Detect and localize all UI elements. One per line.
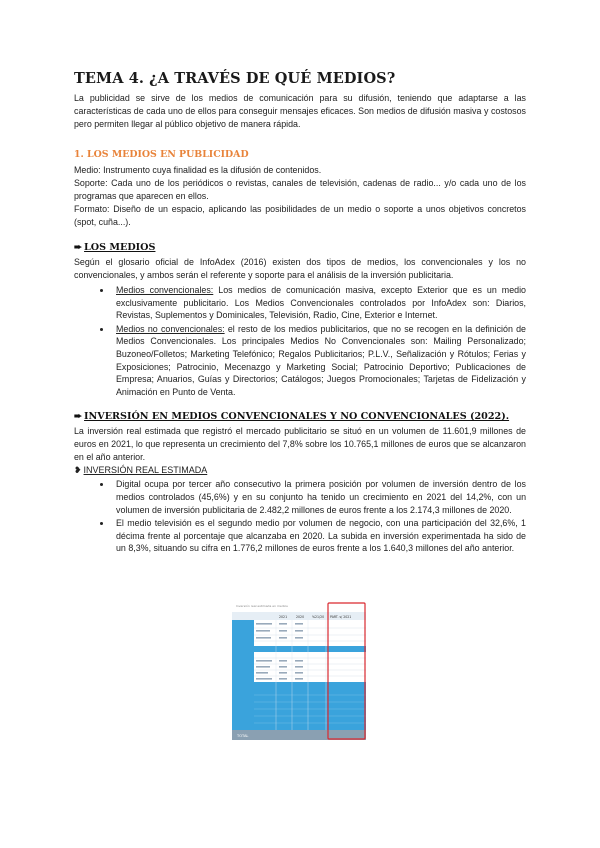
definition-formato: Formato: Diseño de un espacio, aplicando las posibilidades de un medio o soporte a unos objetivos concretos (spot, cuña...). bbox=[74, 204, 526, 227]
category-column bbox=[232, 620, 254, 730]
list-item: • Medios no convencionales: el resto de los medios publicitarios, que no se recogen en la definición de Medios Convencionales. Los principales Medios No Convencionales son: Mailing Personalizado; Buzoneo/Folletos; Marketing Telefónico; Regalos Publicitarios; P.L.V., Señalización y Rótulos; Ferias y Exposiciones; Patrocinio, Mecenazgo y Marketing Social; Patrocinio Deportivo; Publicaciones de Empresa; Anuarios, Guías y Directorios; Catálogos; Juegos Promocionales; Tarjetas de Fidelización y Animación en Punto de Venta. bbox=[112, 323, 526, 399]
arrow-icon: ➨ bbox=[74, 242, 83, 253]
arrow-icon: ➨ bbox=[74, 411, 83, 423]
table-header: 2021 bbox=[279, 615, 288, 619]
heading-los-medios: ➨ LOS MEDIOS bbox=[74, 242, 156, 253]
heading-inversion: ➨ INVERSIÓN EN MEDIOS CONVENCIONALES Y NO CONVENCIONALES (2022). bbox=[74, 411, 510, 423]
table-body bbox=[254, 620, 366, 730]
medios-list bbox=[74, 284, 526, 398]
list-item: • Medios convencionales: Los medios de comunicación masiva, excepto Exterior que es un medio exclusivamente publicitario. Los Medios Convencionales controlados por InfoAdex son: Diarios, Revistas, Suplementos y Dominicales, Televisión, Radio, Cine, Exterior e Internet. bbox=[112, 284, 526, 322]
heart-arrow-icon: ❥ bbox=[74, 465, 82, 476]
table-header: %21/20 bbox=[312, 615, 325, 619]
table-header: PART. s/ 2021 bbox=[330, 615, 352, 619]
intro-paragraph: La publicidad se sirve de los medios de comunicación para su difusión, teniendo que adaptarse a las características de cada uno de ellos para conseguir mensajes eficaces. Son medios de difusión masiva y costosos pero permiten llegar al público objetivo de manera rápida. bbox=[74, 93, 526, 129]
list-item: • Digital ocupa por tercer año consecutivo la primera posición por volumen de inversión dentro de los medios controlados (45,6%) y en su conjunto ha tenido un crecimiento en 2021 del 14,2%, con un volumen de inversión publicitaria de 2.482,2 millones de euros frente a los 2.174,3 millones de 2020. bbox=[112, 478, 526, 516]
document-page bbox=[74, 70, 526, 556]
section-heading-medios-publicidad: 1. LOS MEDIOS EN PUBLICIDAD bbox=[74, 149, 249, 160]
medios-intro: Según el glosario oficial de InfoAdex (2016) existen dos tipos de medios, los convencionales y los no convencionales, y ambos serán el referente y soporte para el análisis de la inversión publicitaria. bbox=[74, 257, 526, 280]
definition-soporte: Soporte: Cada uno de los periódicos o revistas, canales de televisión, cadenas de radio... y/o cada uno de los programas que aparecen en ellos. bbox=[74, 178, 526, 201]
inversion-intro: La inversión real estimada que registró el mercado publicitario se situó en un volumen de 11.601,9 millones de euros en 2021, lo que representa un crecimiento del 7,8% sobre los 10.765,1 millones de euros que se alcanzaron en el año anterior. bbox=[74, 426, 526, 463]
investment-table-graphic bbox=[232, 602, 366, 740]
definition-medio: Medio: Instrumento cuya finalidad es la difusión de contenidos. bbox=[74, 165, 322, 175]
subheading-inversion-real: ❥ INVERSIÓN REAL ESTIMADA bbox=[74, 465, 208, 476]
inversion-list bbox=[74, 478, 526, 555]
page-title: TEMA 4. ¿A TRAVÉS DE QUÉ MEDIOS? bbox=[74, 70, 396, 87]
investment-table-image bbox=[232, 602, 366, 740]
table-total-label: TOTAL bbox=[237, 734, 249, 738]
table-header: 2020 bbox=[296, 615, 305, 619]
table-caption: Inversión real estimada en medios bbox=[236, 604, 288, 608]
list-item: • El medio televisión es el segundo medio por volumen de negocio, con una participación del 32,6%, 1 décima frente al porcentaje que alcanzaba en 2020. La subida en inversión experimentada ha sido de un 8,3%, situando su cifra en 1.776,2 millones de euros frente a los 1.640,3 millones del año anterior. bbox=[112, 517, 526, 555]
